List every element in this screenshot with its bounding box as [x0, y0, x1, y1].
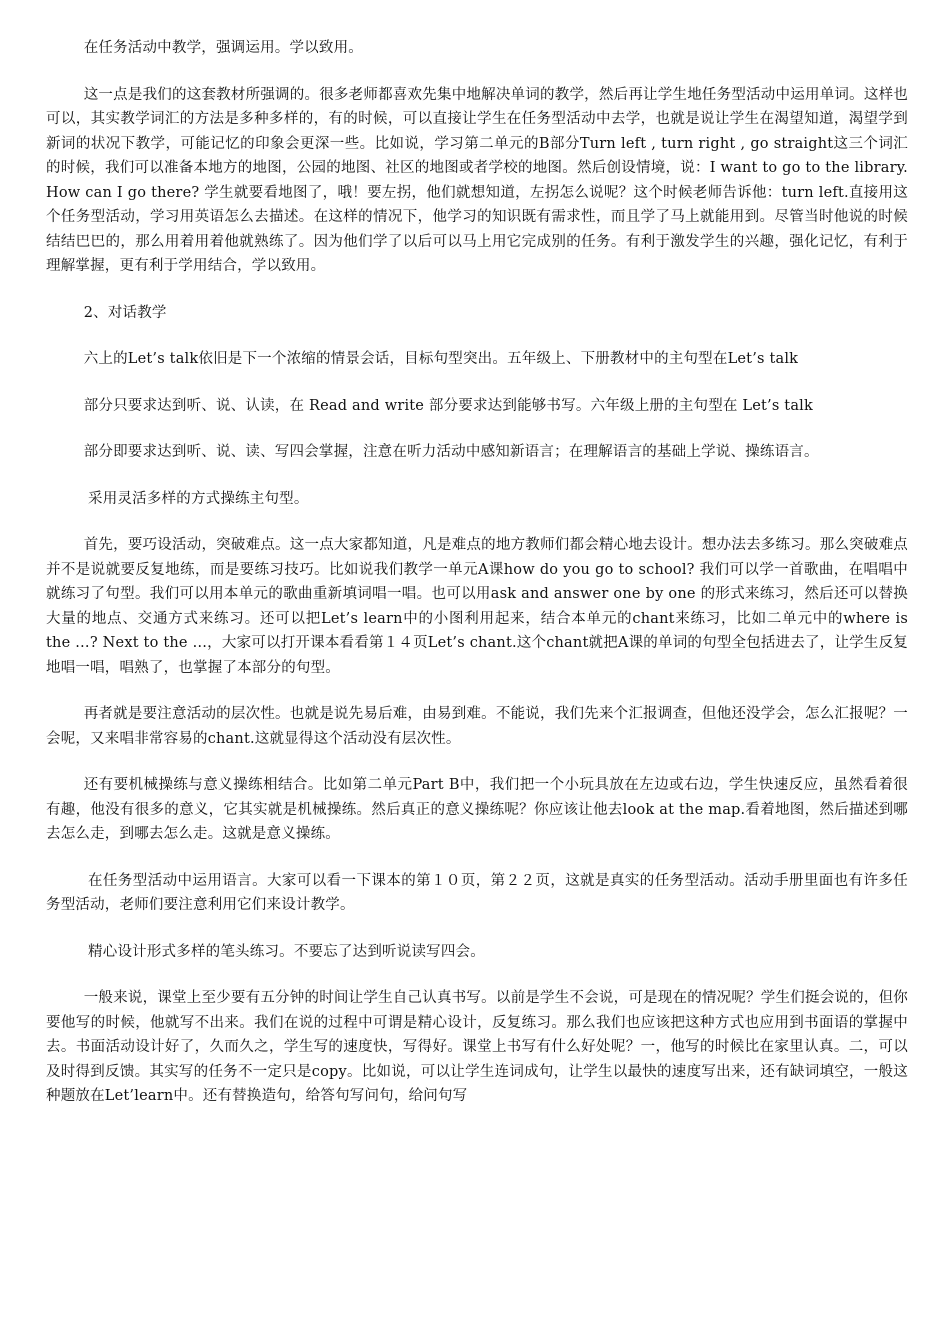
paragraph-vocabulary-in-tasks: 这一点是我们的这套教材所强调的。很多老师都喜欢先集中地解决单词的教学，然后再让学生地任务型活动中运用单词。这样也可以，其实教学词汇的方法是多种多样的，有的时候，可以直接让学生在任务型活动中去学，也就是说让学生在渴望知道，渴望学到新词的状况下教学，可能记忆的印象会更深一些。比如说，学习第二单元的B部分Turn left , turn right , go straight这三个词汇的时候，我们可以准备本地方的地图，公园的地图、社区的地图或者学校的地图。然后创设情境，说：I want to go to the library. How can I go there? 学生就要看地图了，哦！要左拐，他们就想知道，左拐怎么说呢？这个时候老师告诉他：turn left.直接用这个任务型活动，学习用英语怎么去描述。在这样的情况下，他学习的知识既有需求性，而且学了马上就能用到。尽管当时他说的时候结结巴巴的，那么用着用着他就熟练了。因为他们学了以后可以马上用它完成别的任务。有利于激发学生的兴趣，强化记忆，有利于理解掌握，更有利于学用结合，学以致用。 — [46, 86, 908, 274]
paragraph-break-difficulties: 首先，要巧设活动，突破难点。这一点大家都知道，凡是难点的地方教师们都会精心地去设计。想办法去多练习。那么突破难点并不是说就要反复地练，而是要练习技巧。比如说我们教学一单元A课how do you go to school? 我们可以学一首歌曲，在唱唱中就练习了句型。我们可以用本单元的歌曲重新填词唱一唱。也可以用ask and answer one by one 的形式来练习，然后还可以替换大量的地点、交通方式来练习。还可以把Let’s learn中的小图利用起来，结合本单元的chant来练习，比如二单元中的where is the …? Next to the …，大家可以打开课本看看第１４页Let’s chant.这个chant就把A课的单词的句型全包括进去了，让学生反复地唱一唱，唱熟了，也掌握了本部分的句型。 — [46, 537, 908, 676]
section-heading-dialogue-teaching: 2、对话教学 — [83, 304, 167, 321]
paragraph-flexible-drills: 采用灵活多样的方式操练主句型。 — [88, 490, 309, 507]
paragraph-grade-five-requirement: 部分只要求达到听、说、认读，在 Read and write 部分要求达到能够书写。六年级上册的主句型在 Let’s talk — [83, 397, 814, 414]
document-page — [46, 36, 908, 1129]
paragraph-mechanical-vs-meaningful: 还有要机械操练与意义操练相结合。比如第二单元Part B中，我们把一个小玩具放在左边或右边，学生快速反应，虽然看着很有趣，他没有很多的意义，它其实就是机械操练。然后真正的意义操练呢？你应该让他去look at the map.看着地图，然后描述到哪去怎么走，到哪去怎么走。这就是意义操练。 — [46, 777, 908, 842]
paragraph-task-teaching: 在任务活动中教学，强调运用。学以致用。 — [83, 40, 363, 56]
paragraph-language-in-tasks: 在任务型活动中运用语言。大家可以看一下课本的第１０页，第２２页，这就是真实的任务型活动。活动手册里面也有许多任务型活动，老师们要注意利用它们来设计教学。 — [46, 872, 908, 913]
paragraph-classroom-writing: 一般来说，课堂上至少要有五分钟的时间让学生自己认真书写。以前是学生不会说，可是现在的情况呢？学生们挺会说的，但你要他写的时候，他就写不出来。我们在说的过程中可谓是精心设计，反复练习。那么我们也应该把这种方式也应用到书面语的掌握中去。书面活动设计好了，久而久之，学生写的速度快，写得好。课堂上书写有什么好处呢？一，他写的时候比在家里认真。二，可以及时得到反馈。其实写的任务不一定只是copy。比如说，可以让学生连词成句，让学生以最快的速度写出来，还有缺词填空，一般这种题放在Let’learn中。还有替换造句，给答句写问句，给问句写 — [46, 990, 908, 1104]
paragraph-activity-levels: 再者就是要注意活动的层次性。也就是说先易后难，由易到难。不能说，我们先来个汇报调查，但他还没学会，怎么汇报呢？一会呢，又来唱非常容易的chant.这就显得这个活动没有层次性。 — [46, 706, 908, 747]
paragraph-grade-six-requirement: 部分即要求达到听、说、读、写四会掌握，注意在听力活动中感知新语言；在理解语言的基础上学说、操练语言。 — [83, 444, 819, 460]
paragraph-lets-talk-intro: 六上的Let’s talk依旧是下一个浓缩的情景会话，目标句型突出。五年级上、下册教材中的主句型在Let’s talk — [83, 351, 799, 367]
paragraph-written-exercises: 精心设计形式多样的笔头练习。不要忘了达到听说读写四会。 — [88, 943, 485, 960]
